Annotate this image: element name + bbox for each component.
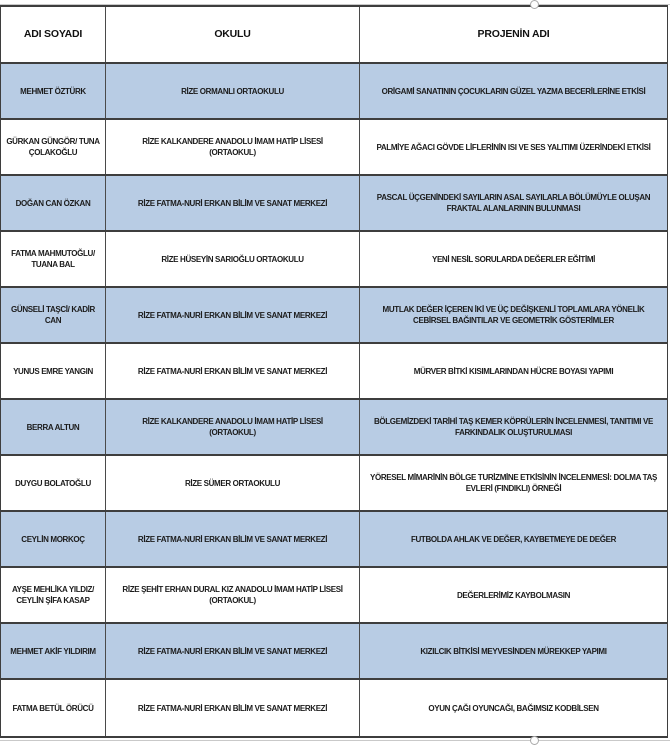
- project-cell: [360, 680, 667, 736]
- project-cell: [360, 344, 667, 398]
- project-cell: [360, 400, 667, 454]
- student-name-cell-text: AYŞE MEHLİKA YILDIZ/ CEYLİN ŞİFA KASAP: [11, 585, 95, 605]
- table-row: [1, 64, 667, 120]
- project-cell-text: YENİ NESİL SORULARDA DEĞERLER EĞİTİMİ: [431, 254, 596, 264]
- student-name-cell: [1, 176, 106, 230]
- project-cell-text: ORİGAMİ SANATININ ÇOCUKLARIN GÜZEL YAZMA BECERİLERİNE ETKİSİ: [381, 86, 646, 96]
- student-name-cell-text: BERRA ALTUN: [26, 422, 80, 432]
- student-name-cell: [1, 400, 106, 454]
- school-cell-text: RİZE ŞEHİT ERHAN DURAL KIZ ANADOLU İMAM HATİP LİSESİ (ORTAOKUL): [122, 585, 343, 605]
- project-cell: [360, 624, 667, 678]
- project-cell: [360, 232, 667, 286]
- project-cell: [360, 568, 667, 622]
- project-cell-text: KIZILCIK BİTKİSİ MEYVESİNDEN MÜREKKEP YAPIMI: [420, 646, 607, 656]
- school-cell: [106, 400, 360, 454]
- header-cell-name: [1, 7, 106, 62]
- school-cell: [106, 568, 360, 622]
- project-cell-text: MUTLAK DEĞER İÇEREN İKİ VE ÜÇ DEĞİŞKENLİ TOPLAMLARA YÖNELİK CEBİRSEL BAĞINTILAR VE GEOMETRİK GÖSTERİMLER: [382, 305, 645, 325]
- project-cell: [360, 456, 667, 510]
- table-row: [1, 680, 667, 736]
- project-cell: [360, 64, 667, 118]
- student-name-cell-text: MEHMET ÖZTÜRK: [20, 86, 86, 96]
- header-label-school: OKULU: [214, 28, 251, 40]
- school-cell: [106, 680, 360, 736]
- table-row: [1, 344, 667, 400]
- school-cell-text: RİZE HÜSEYİN SARIOĞLU ORTAOKULU: [161, 254, 304, 264]
- resize-handle-top[interactable]: [530, 0, 539, 9]
- school-cell-text: RİZE FATMA-NURİ ERKAN BİLİM VE SANAT MERKEZİ: [137, 366, 328, 376]
- student-name-cell-text: FATMA MAHMUTOĞLU/ TUANA BAL: [11, 249, 95, 269]
- student-name-cell: [1, 120, 106, 174]
- header-cell-project: [360, 7, 667, 62]
- table-body: [1, 64, 667, 736]
- header-label-name: ADI SOYADI: [23, 28, 83, 40]
- school-cell: [106, 120, 360, 174]
- project-cell-text: FUTBOLDA AHLAK VE DEĞER, KAYBETMEYE DE DEĞER: [410, 534, 617, 544]
- school-cell-text: RİZE FATMA-NURİ ERKAN BİLİM VE SANAT MERKEZİ: [137, 310, 328, 320]
- project-cell-text: PALMİYE AĞACI GÖVDE LİFLERİNİN ISI VE SES YALITIMI ÜZERİNDEKİ ETKİSİ: [376, 142, 651, 152]
- selection-guide-line-bottom: [0, 740, 670, 741]
- project-cell-text: MÜRVER BİTKİ KISIMLARINDAN HÜCRE BOYASI YAPIMI: [413, 366, 614, 376]
- school-cell: [106, 624, 360, 678]
- school-cell-text: RİZE ORMANLI ORTAOKULU: [181, 86, 284, 96]
- student-name-cell: [1, 680, 106, 736]
- student-name-cell: [1, 512, 106, 566]
- student-name-cell-text: FATMA BETÜL ÖRÜCÜ: [12, 703, 94, 713]
- student-name-cell-text: DUYGU BOLATOĞLU: [15, 478, 91, 488]
- header-label-project: PROJENİN ADI: [477, 28, 550, 40]
- header-cell-school: [106, 7, 360, 62]
- project-cell-text: OYUN ÇAĞI OYUNCAĞI, BAĞIMSIZ KODBİLSEN: [428, 703, 599, 713]
- project-cell-text: DEĞERLERİMİZ KAYBOLMASIN: [456, 590, 571, 600]
- student-name-cell: [1, 344, 106, 398]
- school-cell: [106, 176, 360, 230]
- student-name-cell-text: GÜRKAN GÜNGÖR/ TUNA ÇOLAKOĞLU: [6, 137, 100, 157]
- table-header-row: [1, 7, 667, 64]
- school-cell-text: RİZE FATMA-NURİ ERKAN BİLİM VE SANAT MERKEZİ: [137, 198, 328, 208]
- student-name-cell: [1, 568, 106, 622]
- project-cell: [360, 512, 667, 566]
- table-row: [1, 288, 667, 344]
- table-row: [1, 456, 667, 512]
- student-name-cell-text: DOĞAN CAN ÖZKAN: [15, 198, 91, 208]
- projects-table: [0, 5, 668, 738]
- student-name-cell-text: YUNUS EMRE YANGIN: [13, 366, 93, 376]
- table-row: [1, 232, 667, 288]
- table-row: [1, 624, 667, 680]
- school-cell: [106, 344, 360, 398]
- school-cell-text: RİZE FATMA-NURİ ERKAN BİLİM VE SANAT MERKEZİ: [137, 703, 328, 713]
- school-cell: [106, 64, 360, 118]
- school-cell: [106, 232, 360, 286]
- school-cell-text: RİZE FATMA-NURİ ERKAN BİLİM VE SANAT MERKEZİ: [137, 534, 328, 544]
- student-name-cell-text: GÜNSELİ TAŞCİ/ KADİR CAN: [11, 305, 95, 325]
- resize-handle-bottom[interactable]: [530, 736, 539, 745]
- project-cell-text: PASCAL ÜÇGENİNDEKİ SAYILARIN ASAL SAYILARLA BÖLÜMÜYLE OLUŞAN FRAKTAL ALANLARININ BULUNMASI: [376, 193, 651, 213]
- school-cell: [106, 512, 360, 566]
- table-row: [1, 400, 667, 456]
- student-name-cell: [1, 232, 106, 286]
- project-cell: [360, 288, 667, 342]
- student-name-cell-text: CEYLİN MORKOÇ: [21, 534, 85, 544]
- project-cell-text: YÖRESEL MİMARİNİN BÖLGE TURİZMİNE ETKİSİNİN İNCELENMESİ: DOLMA TAŞ EVLERİ (FINDIKLI) ÖRNEĞİ: [370, 473, 657, 493]
- school-cell-text: RİZE KALKANDERE ANADOLU İMAM HATİP LİSESİ (ORTAOKUL): [142, 417, 323, 437]
- school-cell: [106, 288, 360, 342]
- student-name-cell-text: MEHMET AKİF YILDIRIM: [10, 646, 96, 656]
- school-cell: [106, 456, 360, 510]
- project-cell-text: BÖLGEMİZDEKİ TARİHİ TAŞ KEMER KÖPRÜLERİN İNCELENMESİ, TANITIMI VE FARKINDALIK OLUŞTURULMASI: [373, 417, 654, 437]
- project-cell: [360, 120, 667, 174]
- project-cell: [360, 176, 667, 230]
- school-cell-text: RİZE FATMA-NURİ ERKAN BİLİM VE SANAT MERKEZİ: [137, 646, 328, 656]
- student-name-cell: [1, 456, 106, 510]
- table-row: [1, 568, 667, 624]
- student-name-cell: [1, 288, 106, 342]
- student-name-cell: [1, 64, 106, 118]
- table-row: [1, 120, 667, 176]
- student-name-cell: [1, 624, 106, 678]
- school-cell-text: RİZE KALKANDERE ANADOLU İMAM HATİP LİSESİ (ORTAOKUL): [142, 137, 323, 157]
- table-row: [1, 512, 667, 568]
- table-row: [1, 176, 667, 232]
- school-cell-text: RİZE SÜMER ORTAOKULU: [184, 478, 281, 488]
